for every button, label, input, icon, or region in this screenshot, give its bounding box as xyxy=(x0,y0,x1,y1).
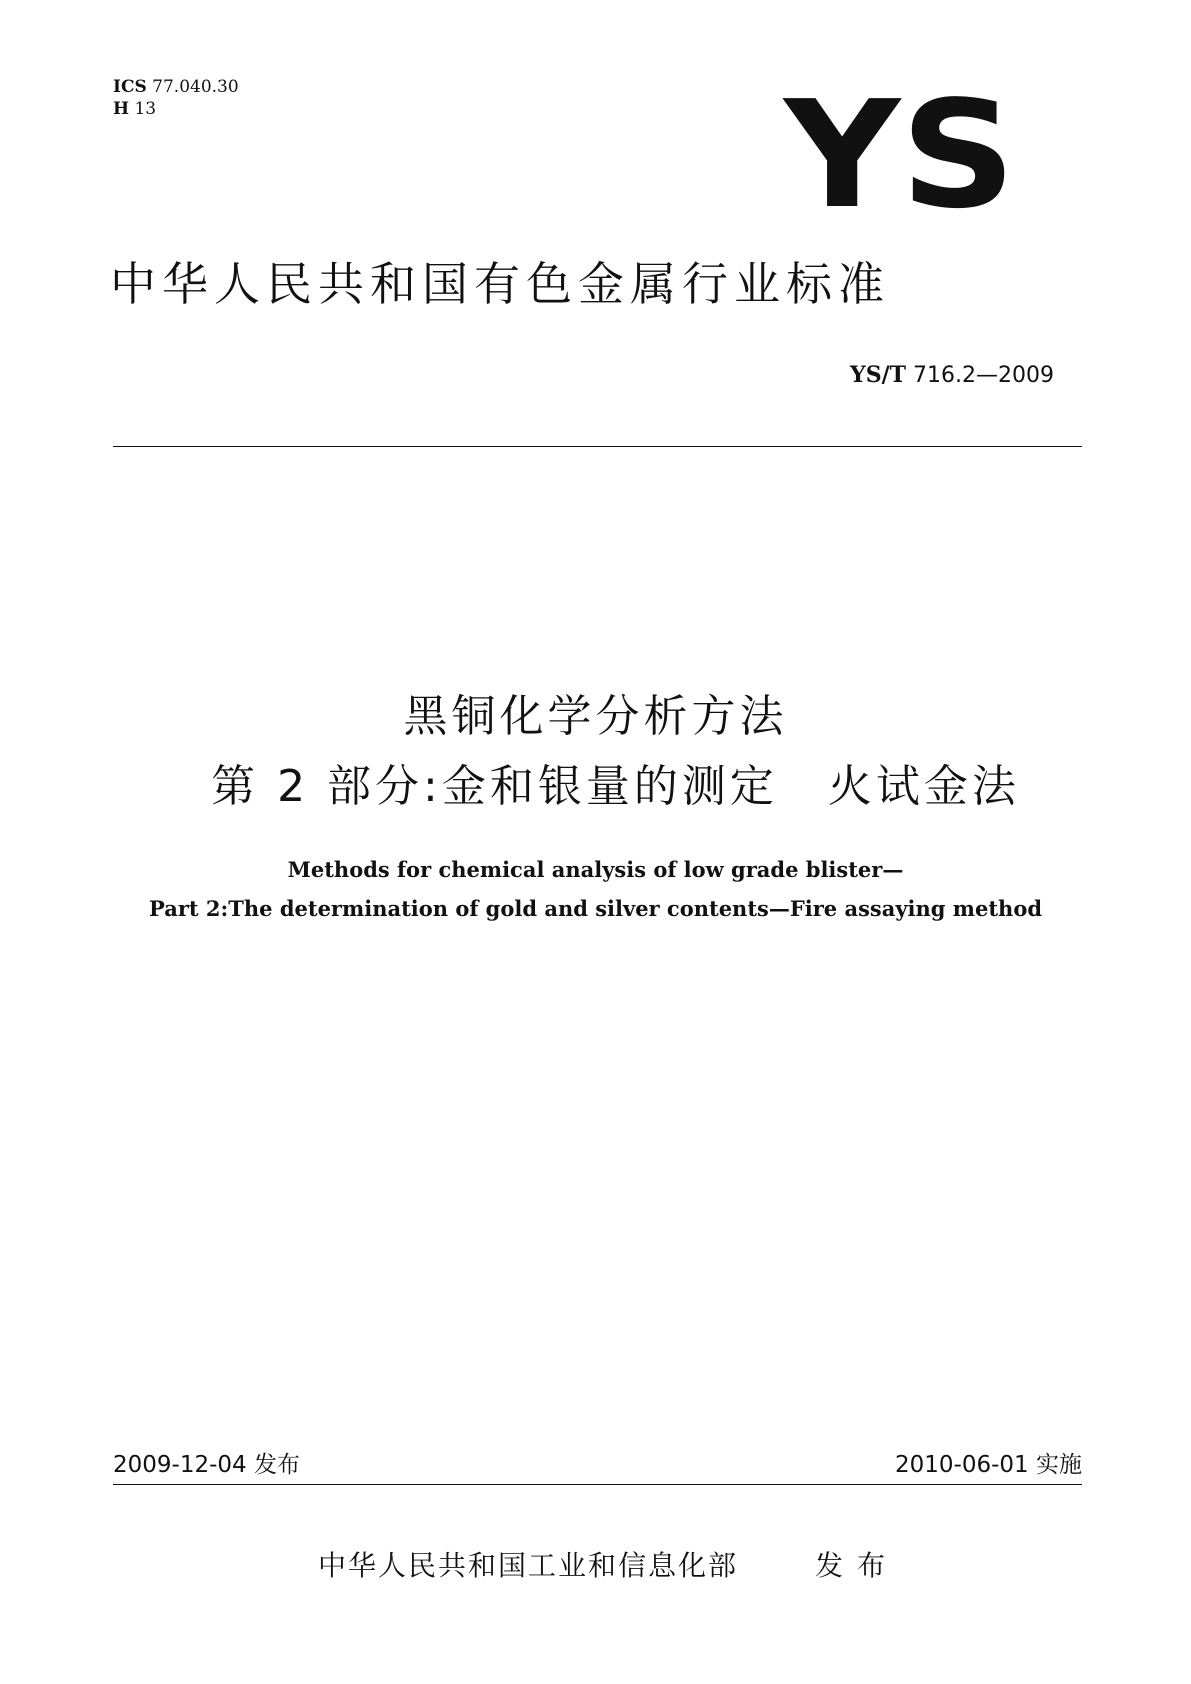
title-cn-method: 火试金法 xyxy=(827,761,1020,812)
publisher-name: 中华人民共和国工业和信息化部 xyxy=(318,1549,739,1582)
ics-code: 77.040.30 xyxy=(152,77,239,97)
standard-number-value: 716.2—2009 xyxy=(913,363,1054,388)
issue-date xyxy=(113,1446,300,1479)
ics-line xyxy=(113,76,239,98)
ics-label: ICS xyxy=(113,77,147,97)
ccs-label: H xyxy=(113,99,130,119)
title-en-line2: Part 2:The determination of gold and silver contents—Fire assaying method xyxy=(148,896,1043,921)
title-cn-part: 第 2 部分:金和银量的测定 xyxy=(211,761,778,812)
ys-logo-text: YS xyxy=(781,84,1016,214)
issue-date-value: 2009-12-04 xyxy=(113,1452,247,1478)
ccs-line xyxy=(113,98,239,120)
classification-codes xyxy=(113,76,239,120)
ys-logo xyxy=(780,84,1020,214)
bottom-divider xyxy=(113,1484,1082,1485)
title-cn-line1: 黑铜化学分析方法 xyxy=(403,691,788,742)
publisher-action: 发布 xyxy=(815,1549,900,1582)
implementation-date-value: 2010-06-01 xyxy=(895,1452,1029,1478)
top-divider xyxy=(113,446,1082,447)
standard-number-prefix: YS/T xyxy=(850,362,907,388)
title-cn-line2 xyxy=(20,750,1191,814)
title-en-line1: Methods for chemical analysis of low grade blister— xyxy=(287,857,904,882)
implementation-date xyxy=(895,1446,1082,1479)
organization-title: 中华人民共和国有色金属行业标准 xyxy=(110,257,890,311)
implementation-date-label: 实施 xyxy=(1036,1452,1082,1478)
ccs-code: 13 xyxy=(134,99,157,119)
issue-date-label: 发布 xyxy=(253,1452,300,1478)
standard-number xyxy=(850,362,1054,388)
